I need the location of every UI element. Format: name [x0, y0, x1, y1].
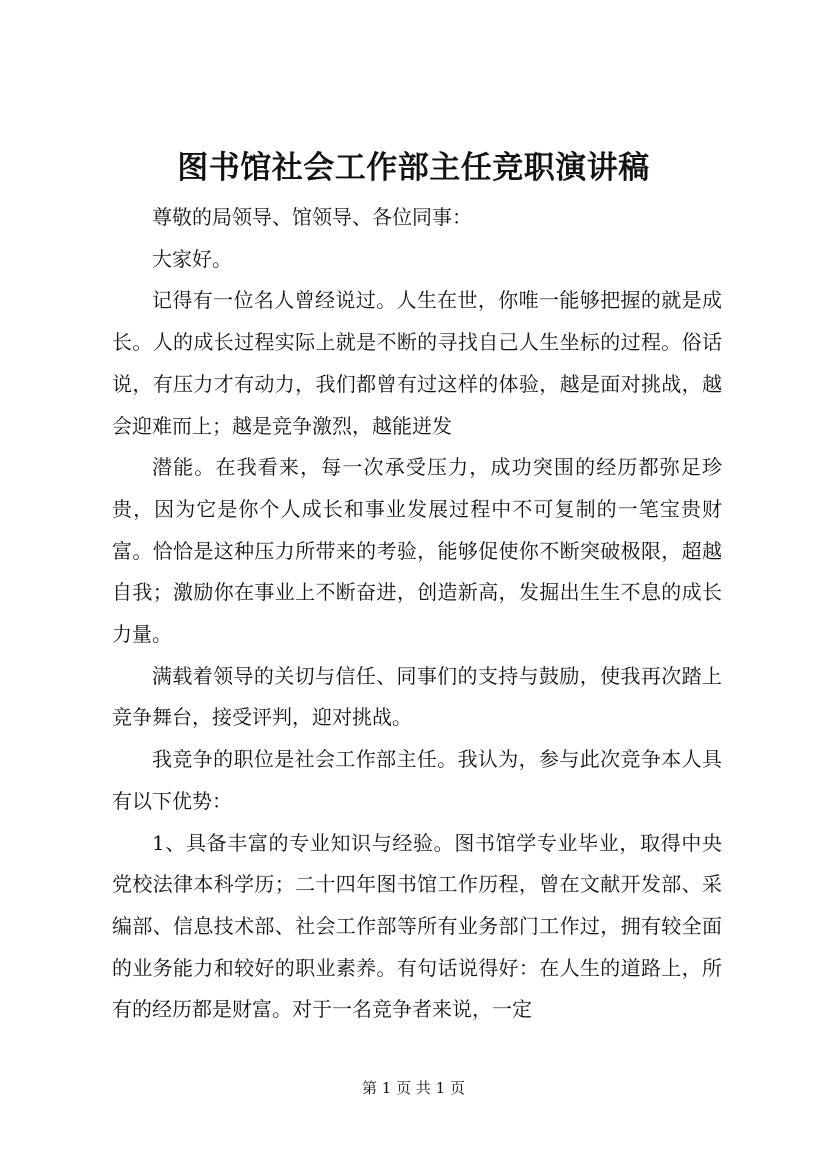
body-paragraph: 满载着领导的关切与信任、同事们的支持与鼓励，使我再次踏上竞争舞台，接受评判，迎对挑战。: [112, 663, 722, 730]
greeting-paragraph: 大家好。: [152, 246, 232, 271]
document-title: 图书馆社会工作部主任竞职演讲稿: [177, 150, 650, 186]
page-number-footer: 第 1 页 共 1 页: [362, 1079, 465, 1097]
document-body: [112, 197, 722, 1031]
body-paragraph: 记得有一位名人曾经说过。人生在世，你唯一能够把握的就是成长。人的成长过程实际上就是不断的寻找自己人生坐标的过程。俗话说，有压力才有动力，我们都曾有过这样的体验，越是面对挑战，越会迎难而上；越是竞争激烈，越能迸发: [112, 288, 722, 438]
body-paragraph: 1、具备丰富的专业知识与经验。图书馆学专业毕业，取得中央党校法律本科学历；二十四年图书馆工作历程，曾在文献开发部、采编部、信息技术部、社会工作部等所有业务部门工作过，拥有较全面的业务能力和较好的职业素养。有句话说得好：在人生的道路上，所有的经历都是财富。对于一名竞争者来说，一定: [112, 830, 722, 1022]
body-paragraph: 我竞争的职位是社会工作部主任。我认为，参与此次竞争本人具有以下优势：: [112, 747, 722, 813]
salutation-paragraph: 尊敬的局领导、馆领导、各位同事：: [152, 205, 472, 229]
body-paragraph: 潜能。在我看来，每一次承受压力，成功突围的经历都弥足珍贵，因为它是你个人成长和事业发展过程中不可复制的一笔宝贵财富。恰恰是这种压力所带来的考验，能够促使你不断突破极限，超越自我；激励你在事业上不断奋进，创造新高，发掘出生生不息的成长力量。: [112, 455, 722, 647]
